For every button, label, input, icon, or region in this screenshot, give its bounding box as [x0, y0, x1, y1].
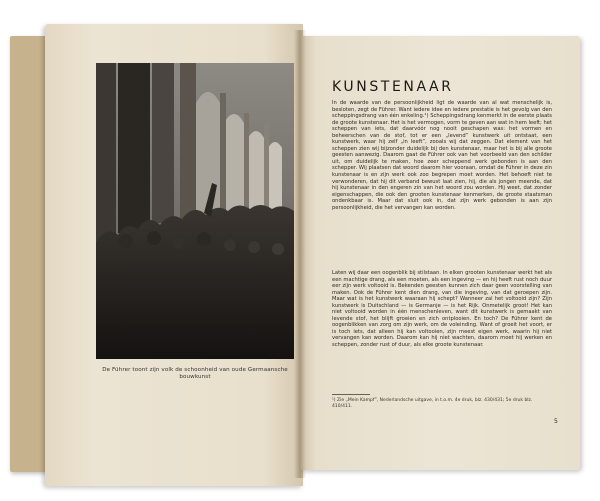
body-paragraph: In de waarde van de persoonlijkheid ligt de waarde van al wat menschelijk is, besloten, zegt de Führer. Want iedere idee en iedere prestatie is het gevolg van den scheppingsdrang van één enkeling.¹) Scheppingsdrang kenmerkt in de eerste plaats de groote kunstenaar. Het is het vermogen, vorm te geven aan wat in hem leeft; het scheppen van iets, dat daarvóór nog nooit geschapen was: het vormen en beheerschen van de stof, tot er een „levend” kunstwerk uit ontstaat, een kunstwerk, waar hij zelf „in leeft”, zooals wij dat zeggen. Dat element van het scheppen zien wij bijzonder duidelijk bij den kunstenaar, maar het is bij alle groote geesten aanwezig. Daarom gaat de Führer ook van het voorbeeld van den schilder uit, om duidelijk te maken, hoe zeer scheppend werk gebonden is aan den schepper. Wij plaatsen dat woord daarom hier vooraan, omdat de Führer in deze zin kunstenaar is en zijn werk ook zoo begrepen moet worden. Het behoeft niet te verwonderen, dat hij dit verband bewust laat zien, hij, die als jongen meende, dat hij kunstenaar in den engeren zin van het woord zou worden. Hij weet, dat zonder eigenschappen, die ook den grooten kunstenaar kenmerken, de groote staatsman ondenkbaar is. Maar dat sluit ook in, dat zijn werk gebonden is aan zijn persoonlijkheid, die het vervangen kan worden. [332, 100, 552, 211]
footnote: ¹) Zie „Mein Kampf”, Nederlandsche uitgave, in t.o.m. 4e druk, blz. 430/431; 5e druk blz. 410/411. [332, 398, 533, 409]
page-number: 5 [554, 418, 558, 425]
photo-caption: De Führer toont zijn volk de schoonheid van oude Germaansche bouwkunst [102, 367, 288, 380]
historical-photograph [96, 63, 294, 359]
page-title: KUNSTENAAR [332, 79, 454, 95]
book-gutter [294, 30, 306, 478]
footnote-rule [332, 394, 370, 395]
body-paragraph: Laten wij daar een oogenblik bij stilstaan. In elken grooten kunstenaar werkt het als een machtige drang, als een moeten, als een ingeving — en hij heeft rust noch duur eer zijn werk voltooid is. Bekenden geesten kunnen zich daar geen voorstelling van maken. Ook de Führer kent dien drang, van die ingeving, van dat geroepen zijn. Maar wat is het kunstwerk waaraan hij schept? Wanneer zal het voltooid zijn? Zijn kunstwerk is Duitschland — is Germanje — is het Rijk. Onmetelijk groot! Het kan niet voltooid worden in één menschenleven, want dit kunstwerk is gemaakt van levende stof, het blijft groeien en zich ontplooien. En toch? De Führer kent de oogenblikken van zorg om zijn werk, om de voleinding. Want of groeit het voort, er is toch iets, dat alleen hij kan voltooien, zijn meest eigen werk, waarin hij niet vervangen kan worden. Daarom kan hij niet wachten, daarom moet hij werken en scheppen, zonder rust of duur, als elke groote kunstenaar. [332, 270, 552, 349]
